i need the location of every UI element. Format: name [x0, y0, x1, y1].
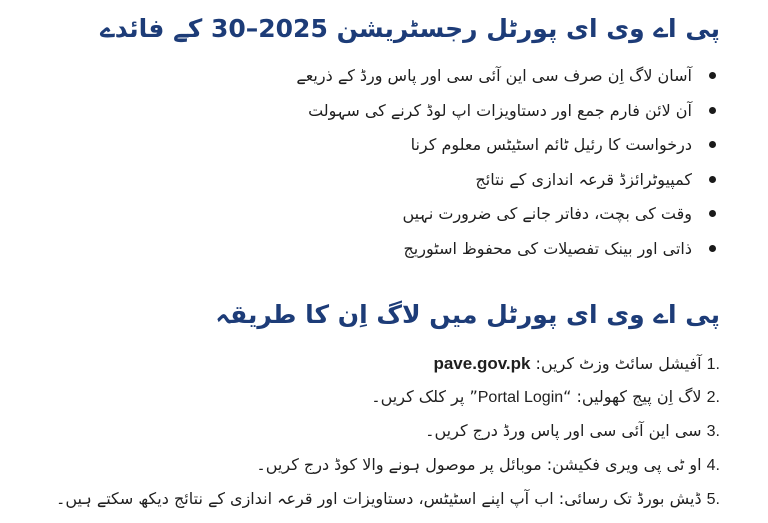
- step-text: او ٹی پی ویری فکیشن: موبائل پر موصول ہونے والا کوڈ درج کریں۔: [256, 455, 702, 474]
- bullet-icon: [709, 141, 716, 148]
- list-item: [296, 238, 720, 276]
- step-item: [56, 491, 720, 523]
- step-text: لاگ اِن پیج کھولیں: “: [563, 387, 702, 406]
- benefit-text: آسان لاگ اِن صرف سی این آئی سی اور پاس ورڈ کے ذریعے: [296, 66, 692, 85]
- step-number: 1.: [706, 356, 720, 373]
- list-item: [296, 169, 720, 207]
- list-item: [296, 137, 720, 172]
- step-number: 3.: [706, 423, 720, 440]
- list-item: [296, 68, 720, 103]
- bullet-icon: [709, 72, 716, 79]
- bullet-icon: [709, 210, 716, 217]
- step-item: [56, 457, 720, 491]
- step-item: [56, 355, 720, 389]
- step-number: 5.: [706, 491, 720, 508]
- benefits-list: [296, 68, 720, 275]
- list-item: [296, 100, 720, 138]
- list-item: [296, 206, 720, 241]
- benefit-text: کمپیوٹرائزڈ قرعہ اندازی کے نتائج: [475, 169, 692, 189]
- site-link[interactable]: pave.gov.pk: [433, 354, 531, 373]
- benefit-text: وقت کی بچت، دفاتر جانے کی ضرورت نہیں: [402, 204, 692, 223]
- benefit-text: ذاتی اور بینک تفصیلات کی محفوظ اسٹوریج: [403, 238, 692, 258]
- login-steps-list: [56, 355, 720, 523]
- step-text-suffix: ” پر کلک کریں۔: [371, 387, 478, 406]
- step-item: [56, 389, 720, 423]
- step-number: 2.: [706, 389, 720, 406]
- benefit-text: درخواست کا رئیل ٹائم اسٹیٹس معلوم کرنا: [410, 135, 692, 154]
- step-text: سی این آئی سی اور پاس ورڈ درج کریں۔: [425, 421, 702, 440]
- step-text: آفیشل سائٹ وزٹ کریں:: [530, 354, 702, 373]
- bullet-icon: [709, 176, 716, 183]
- bullet-icon: [709, 107, 716, 114]
- section-heading-login-method: پی اے وی ای پورٹل میں لاگ اِن کا طریقہ: [215, 300, 720, 329]
- step-item: [56, 423, 720, 457]
- step-number: 4.: [706, 457, 720, 474]
- section-heading-benefits: پی اے وی ای پورٹل رجسٹریشن 2025–30 کے فائدے: [100, 14, 720, 43]
- portal-login-label: Portal Login: [477, 389, 564, 406]
- benefit-text: آن لائن فارم جمع اور دستاویزات اپ لوڈ کرنے کی سہولت: [308, 100, 692, 120]
- step-text: ڈیش بورڈ تک رسائی: اب آپ اپنے اسٹیٹس، دستاویزات اور قرعہ اندازی کے نتائج دیکھ سکتے ہیں۔: [55, 489, 702, 508]
- bullet-icon: [709, 245, 716, 252]
